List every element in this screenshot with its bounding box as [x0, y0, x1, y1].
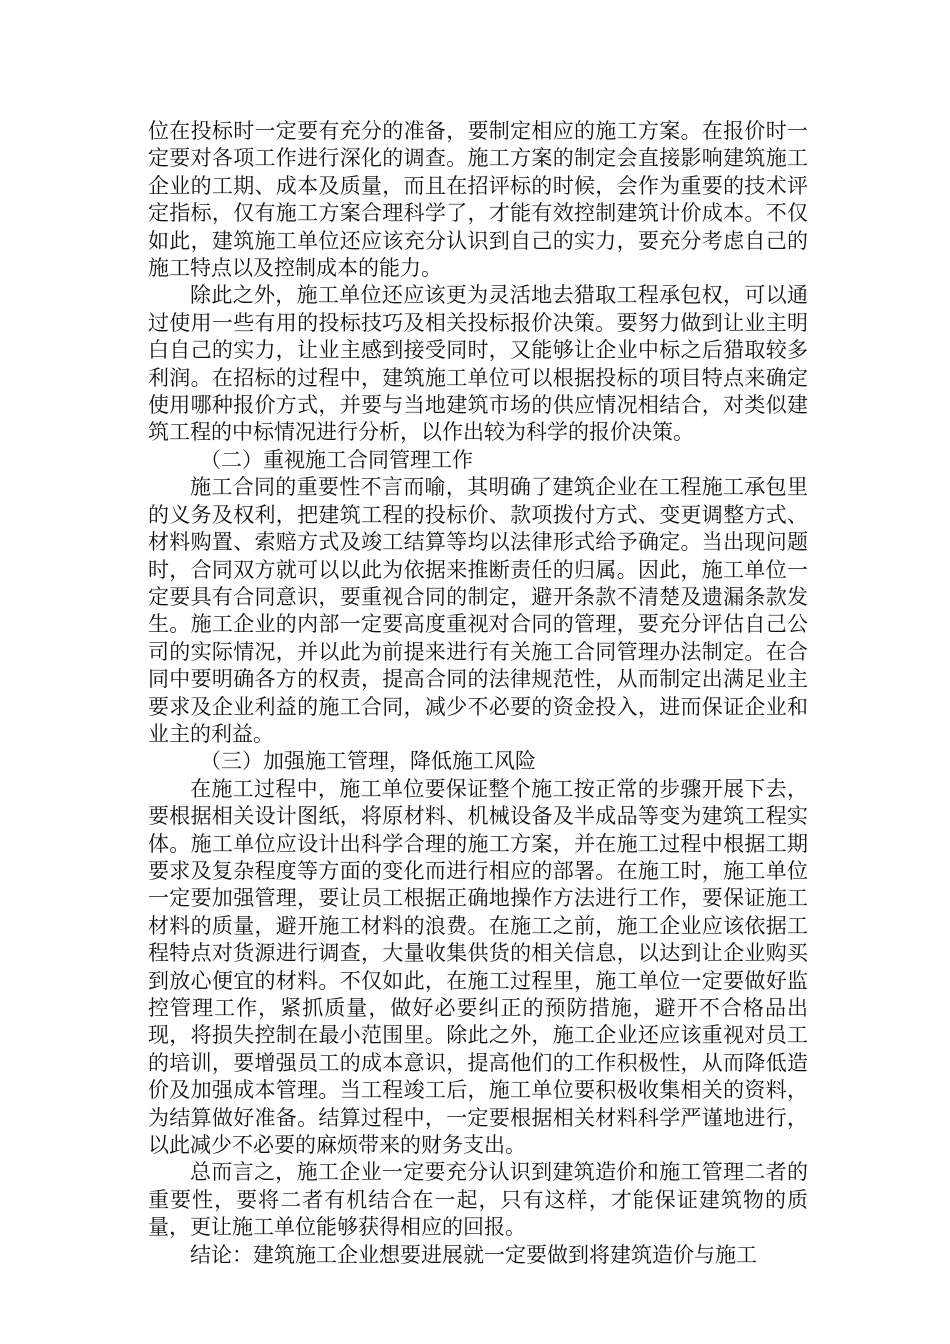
section-heading-construction-management: （三）加强施工管理，降低施工风险	[200, 749, 536, 774]
document-page	[148, 118, 808, 1269]
paragraph-construction-management: 在施工过程中，施工单位要保证整个施工按正常的步骤开展下去，要根据相关设计图纸，将原材料、机械设备及半成品等变为建筑工程实体。施工单位应设计出科学合理的施工方案，并在施工过程中根据工期要求及复杂程度等方面的变化而进行相应的部署。在施工时，施工单位一定要加强管理，要让员工根据正确地操作方法进行工作，要保证施工材料的质量，避开施工材料的浪费。在施工之前，施工企业应该依据工程特点对货源进行调查，大量收集供货的相关信息，以达到让企业购买到放心便宜的材料。不仅如此，在施工过程里，施工单位一定要做好监控管理工作，紧抓质量，做好必要纠正的预防措施，避开不合格品出现，将损失控制在最小范围里。除此之外，施工企业还应该重视对员工的培训，要增强员工的成本意识，提高他们的工作积极性，从而降低造价及加强成本管理。当工程竣工后，施工单位要积极收集相关的资料，为结算做好准备。结算过程中，一定要根据相关材料科学严谨地进行，以此减少不必要的麻烦带来的财务支出。	[148, 776, 808, 1158]
section-heading-contract-management: （二）重视施工合同管理工作	[200, 447, 473, 472]
paragraph-summary: 总而言之，施工企业一定要充分认识到建筑造价和施工管理二者的重要性，要将二者有机结合在一起，只有这样，才能保证建筑物的质量，更让施工单位能够获得相应的回报。	[148, 1160, 808, 1240]
paragraph-conclusion: 结论：建筑施工企业想要进展就一定要做到将建筑造价与施工	[190, 1242, 757, 1267]
paragraph-bidding-strategy: 除此之外，施工单位还应该更为灵活地去猎取工程承包权，可以通过使用一些有用的投标技巧及相关投标报价决策。要努力做到让业主明白自己的实力，让业主感到接受同时，又能够让企业中标之后猎取较多利润。在招标的过程中，建筑施工单位可以根据投标的项目特点来确定使用哪种报价方式，并要与当地建筑市场的供应情况相结合，对类似建筑工程的中标情况进行分析，以作出较为科学的报价决策。	[148, 283, 808, 445]
paragraph-continuation: 位在投标时一定要有充分的准备，要制定相应的施工方案。在报价时一定要对各项工作进行深化的调查。施工方案的制定会直接影响建筑施工企业的工期、成本及质量，而且在招评标的时候，会作为重要的技术评定指标，仅有施工方案合理科学了，才能有效控制建筑计价成本。不仅如此，建筑施工单位还应该充分认识到自己的实力，要充分考虑自己的施工特点以及控制成本的能力。	[148, 119, 808, 281]
paragraph-contract-management: 施工合同的重要性不言而喻，其明确了建筑企业在工程施工承包里的义务及权利，把建筑工程的投标价、款项拨付方式、变更调整方式、材料购置、索赔方式及竣工结算等均以法律形式给予确定。当出现问题时，合同双方就可以以此为依据来推断责任的归属。因此，施工单位一定要具有合同意识，要重视合同的制定，避开条款不清楚及遗漏条款发生。施工企业的内部一定要高度重视对合同的管理，要充分评估自己公司的实际情况，并以此为前提来进行有关施工合同管理办法制定。在合同中要明确各方的权责，提高合同的法律规范性，从而制定出满足业主要求及企业利益的施工合同，减少不必要的资金投入，进而保证企业和业主的利益。	[148, 475, 808, 746]
